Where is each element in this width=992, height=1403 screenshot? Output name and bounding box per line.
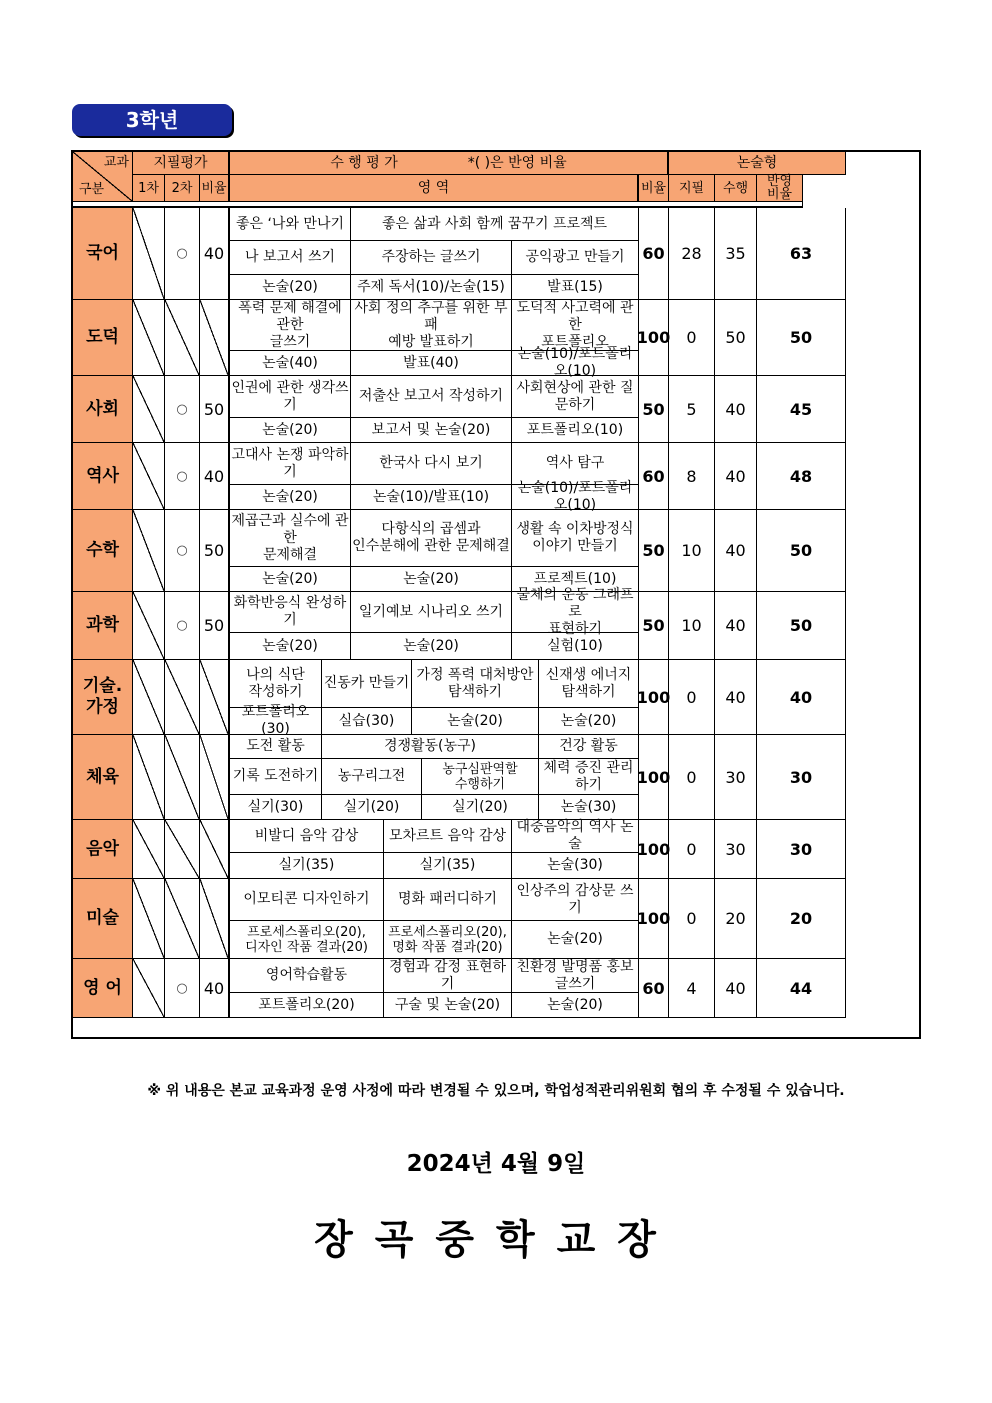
- performance-header: 수 행 평 가 *( )은 반영 비율: [230, 152, 669, 175]
- task: 물체의 운동 그래프로 표현하기: [512, 592, 639, 633]
- task: 체력 증진 관리하기: [539, 759, 639, 795]
- essay-perf-header: 수행: [715, 175, 757, 202]
- method: 논술(20): [230, 418, 351, 443]
- written-exam-header: 지필평가: [133, 152, 230, 175]
- written-ratio-header: 비율: [200, 175, 230, 202]
- subject-korean: 국어: [73, 208, 133, 300]
- perf-ratio: 60: [639, 208, 669, 300]
- perf-ratio: 50: [639, 510, 669, 592]
- subject-social: 사회: [73, 376, 133, 443]
- perf-ratio: 60: [639, 959, 669, 1018]
- first-exam-header: 1차: [133, 175, 165, 202]
- second-exam-slash: [165, 879, 200, 959]
- essay-perf: 40: [715, 660, 757, 735]
- essay-ratio: 48: [757, 443, 846, 510]
- first-exam-slash: [133, 820, 165, 879]
- task: 도덕적 사고력에 관한 포트폴리오: [512, 300, 639, 351]
- corner-header: [73, 152, 133, 202]
- first-exam-slash: [133, 300, 165, 376]
- task: 저출산 보고서 작성하기: [351, 376, 512, 418]
- task: 화학반응식 완성하기: [230, 592, 351, 633]
- first-exam-slash: [133, 660, 165, 735]
- subject-history: 역사: [73, 443, 133, 510]
- method: 논술(20): [351, 633, 512, 660]
- essay-ratio: 50: [757, 510, 846, 592]
- essay-perf: 30: [715, 820, 757, 879]
- task: 경험과 감정 표현하기: [384, 959, 512, 993]
- perf-ratio-header: 비율: [639, 175, 669, 202]
- essay-perf: 30: [715, 735, 757, 820]
- grade-badge: 3학년: [72, 104, 232, 136]
- method: 프로세스폴리오(20), 명화 작품 결과(20): [384, 921, 512, 959]
- method: 논술(20): [539, 708, 639, 735]
- method: 실기(35): [230, 853, 384, 879]
- task: 한국사 다시 보기: [351, 443, 512, 485]
- second-exam-mark: ○: [165, 510, 200, 592]
- essay-ratio: 50: [757, 592, 846, 660]
- second-exam-slash: [165, 300, 200, 376]
- method: 논술(20): [230, 485, 351, 510]
- task: 나의 식단 작성하기: [230, 660, 322, 708]
- essay-perf: 40: [715, 592, 757, 660]
- essay-perf: 50: [715, 300, 757, 376]
- task: 나 보고서 쓰기: [230, 241, 351, 275]
- task: 인상주의 감상문 쓰기: [512, 879, 639, 921]
- essay-written: 28: [669, 208, 715, 300]
- method: 논술(20): [512, 993, 639, 1018]
- area-header: 영 역: [230, 175, 639, 202]
- subject-art: 미술: [73, 879, 133, 959]
- method: 주제 독서(10)/논술(15): [351, 275, 512, 300]
- method: 논술(20): [351, 567, 512, 592]
- method: 포트폴리오(30): [230, 708, 322, 735]
- first-exam-slash: [133, 959, 165, 1018]
- method: 논술(10)/포트폴리오(10): [512, 351, 639, 376]
- essay-header: 논술형: [669, 152, 846, 175]
- subject-science: 과학: [73, 592, 133, 660]
- method: 실기(20): [322, 795, 422, 820]
- task: 진동카 만들기: [322, 660, 412, 708]
- method: 논술(10)/포트폴리오(10): [512, 485, 639, 510]
- first-exam-slash: [133, 879, 165, 959]
- method: 논술(40): [230, 351, 351, 376]
- written-ratio: 40: [200, 443, 230, 510]
- written-ratio-slash: [200, 820, 230, 879]
- essay-ratio: 30: [757, 820, 846, 879]
- written-ratio-slash: [200, 300, 230, 376]
- essay-ratio: 30: [757, 735, 846, 820]
- method: 구술 및 논술(20): [384, 993, 512, 1018]
- essay-perf: 40: [715, 959, 757, 1018]
- task: 친환경 발명품 홍보 글쓰기: [512, 959, 639, 993]
- task: 기록 도전하기: [230, 759, 322, 795]
- first-exam-slash: [133, 592, 165, 660]
- essay-written: 4: [669, 959, 715, 1018]
- method: 논술(30): [512, 853, 639, 879]
- written-ratio: 50: [200, 376, 230, 443]
- written-ratio-slash: [200, 660, 230, 735]
- second-exam-mark: ○: [165, 443, 200, 510]
- method: 논술(20): [230, 567, 351, 592]
- task: 명화 패러디하기: [384, 879, 512, 921]
- task: 주장하는 글쓰기: [351, 241, 512, 275]
- issue-date: 2024년 4월 9일: [406, 1151, 586, 1177]
- task: 고대사 논쟁 파악하기: [230, 443, 351, 485]
- task: 영어학습활동: [230, 959, 384, 993]
- written-ratio-slash: [200, 879, 230, 959]
- task: 도전 활동: [230, 735, 322, 759]
- method: 발표(15): [512, 275, 639, 300]
- task: 이모티콘 디자인하기: [230, 879, 384, 921]
- corner-top-label: 교과: [103, 155, 129, 170]
- first-exam-slash: [133, 510, 165, 592]
- principal-signature: 장곡중학교장: [314, 1217, 678, 1263]
- task: 모차르트 음악 감상: [384, 820, 512, 853]
- footnote: ※ 위 내용은 본교 교육과정 운영 사정에 따라 변경될 수 있으며, 학업성적관리위원회 협의 후 수정될 수 있습니다.: [147, 1083, 845, 1099]
- first-exam-slash: [133, 735, 165, 820]
- written-ratio: 40: [200, 208, 230, 300]
- second-exam-slash: [165, 820, 200, 879]
- essay-written: 0: [669, 660, 715, 735]
- essay-ratio: 40: [757, 660, 846, 735]
- essay-perf: 40: [715, 443, 757, 510]
- second-exam-mark: ○: [165, 592, 200, 660]
- method: 실습(30): [322, 708, 412, 735]
- perf-ratio: 50: [639, 376, 669, 443]
- second-exam-slash: [165, 735, 200, 820]
- essay-ratio: 45: [757, 376, 846, 443]
- subject-tech-home: 기술. 가정: [73, 660, 133, 735]
- task: 일기예보 시나리오 쓰기: [351, 592, 512, 633]
- task: 생활 속 이차방정식 이야기 만들기: [512, 510, 639, 567]
- perf-ratio: 100: [639, 300, 669, 376]
- subject-music: 음악: [73, 820, 133, 879]
- perf-ratio: 60: [639, 443, 669, 510]
- first-exam-slash: [133, 376, 165, 443]
- task: 인권에 관한 생각쓰기: [230, 376, 351, 418]
- method: 논술(10)/발표(10): [351, 485, 512, 510]
- essay-ratio: 44: [757, 959, 846, 1018]
- perf-ratio: 50: [639, 592, 669, 660]
- first-exam-slash: [133, 443, 165, 510]
- essay-written: 0: [669, 735, 715, 820]
- task: 폭력 문제 해결에 관한 글쓰기: [230, 300, 351, 351]
- essay-perf: 40: [715, 376, 757, 443]
- subject-english: 영 어: [73, 959, 133, 1018]
- method: 실기(30): [230, 795, 322, 820]
- task: 경쟁활동(농구): [322, 735, 539, 759]
- perf-ratio: 100: [639, 735, 669, 820]
- method: 프로세스폴리오(20), 디자인 작품 결과(20): [230, 921, 384, 959]
- method: 논술(30): [539, 795, 639, 820]
- essay-written: 5: [669, 376, 715, 443]
- essay-written: 0: [669, 820, 715, 879]
- essay-ratio: 20: [757, 879, 846, 959]
- method: 실기(20): [422, 795, 539, 820]
- essay-perf: 40: [715, 510, 757, 592]
- essay-ratio-header: 반영 비율: [757, 175, 803, 202]
- task: 좋은 ‘나와 만나기: [230, 208, 351, 241]
- method: 논술(20): [512, 921, 639, 959]
- essay-perf: 20: [715, 879, 757, 959]
- task: 대중음악의 역사 논술: [512, 820, 639, 853]
- task: 공익광고 만들기: [512, 241, 639, 275]
- essay-written: 0: [669, 879, 715, 959]
- essay-written: 0: [669, 300, 715, 376]
- method: 실기(35): [384, 853, 512, 879]
- written-ratio: 40: [200, 959, 230, 1018]
- essay-ratio: 63: [757, 208, 846, 300]
- task: 가정 폭력 대처방안 탐색하기: [412, 660, 539, 708]
- essay-written: 8: [669, 443, 715, 510]
- method: 프로젝트(10): [512, 567, 639, 592]
- task: 좋은 삶과 사회 함께 꿈꾸기 프로젝트: [351, 208, 639, 241]
- written-ratio: 50: [200, 592, 230, 660]
- written-ratio-slash: [200, 735, 230, 820]
- perf-ratio: 100: [639, 820, 669, 879]
- essay-written: 10: [669, 592, 715, 660]
- perf-ratio: 100: [639, 879, 669, 959]
- task: 사회현상에 관한 질문하기: [512, 376, 639, 418]
- method: 논술(20): [230, 275, 351, 300]
- written-ratio: 50: [200, 510, 230, 592]
- method: 논술(20): [230, 633, 351, 660]
- second-exam-mark: ○: [165, 208, 200, 300]
- task: 농구리그전: [322, 759, 422, 795]
- corner-bottom-label: 구분: [79, 182, 105, 197]
- task: 건강 활동: [539, 735, 639, 759]
- task: 사회 정의 추구를 위한 부패 예방 발표하기: [351, 300, 512, 351]
- method: 발표(40): [351, 351, 512, 376]
- task: 역사 탐구: [512, 443, 639, 485]
- method: 실험(10): [512, 633, 639, 660]
- subject-ethics: 도덕: [73, 300, 133, 376]
- second-exam-header: 2차: [165, 175, 200, 202]
- second-exam-slash: [165, 660, 200, 735]
- task: 농구심판역할 수행하기: [422, 759, 539, 795]
- essay-written: 10: [669, 510, 715, 592]
- subject-math: 수학: [73, 510, 133, 592]
- essay-written-header: 지필: [669, 175, 715, 202]
- second-exam-mark: ○: [165, 376, 200, 443]
- essay-ratio: 50: [757, 300, 846, 376]
- perf-ratio: 100: [639, 660, 669, 735]
- task: 신재생 에너지 탐색하기: [539, 660, 639, 708]
- method: 포트폴리오(20): [230, 993, 384, 1018]
- first-exam-slash: [133, 208, 165, 300]
- method: 포트폴리오(10): [512, 418, 639, 443]
- task: 제곱근과 실수에 관한 문제해결: [230, 510, 351, 567]
- task: 다항식의 곱셈과 인수분해에 관한 문제해결: [351, 510, 512, 567]
- method: 보고서 및 논술(20): [351, 418, 512, 443]
- assessment-table: [71, 150, 921, 1039]
- essay-perf: 35: [715, 208, 757, 300]
- method: 논술(20): [412, 708, 539, 735]
- subject-pe: 체육: [73, 735, 133, 820]
- task: 비발디 음악 감상: [230, 820, 384, 853]
- second-exam-mark: ○: [165, 959, 200, 1018]
